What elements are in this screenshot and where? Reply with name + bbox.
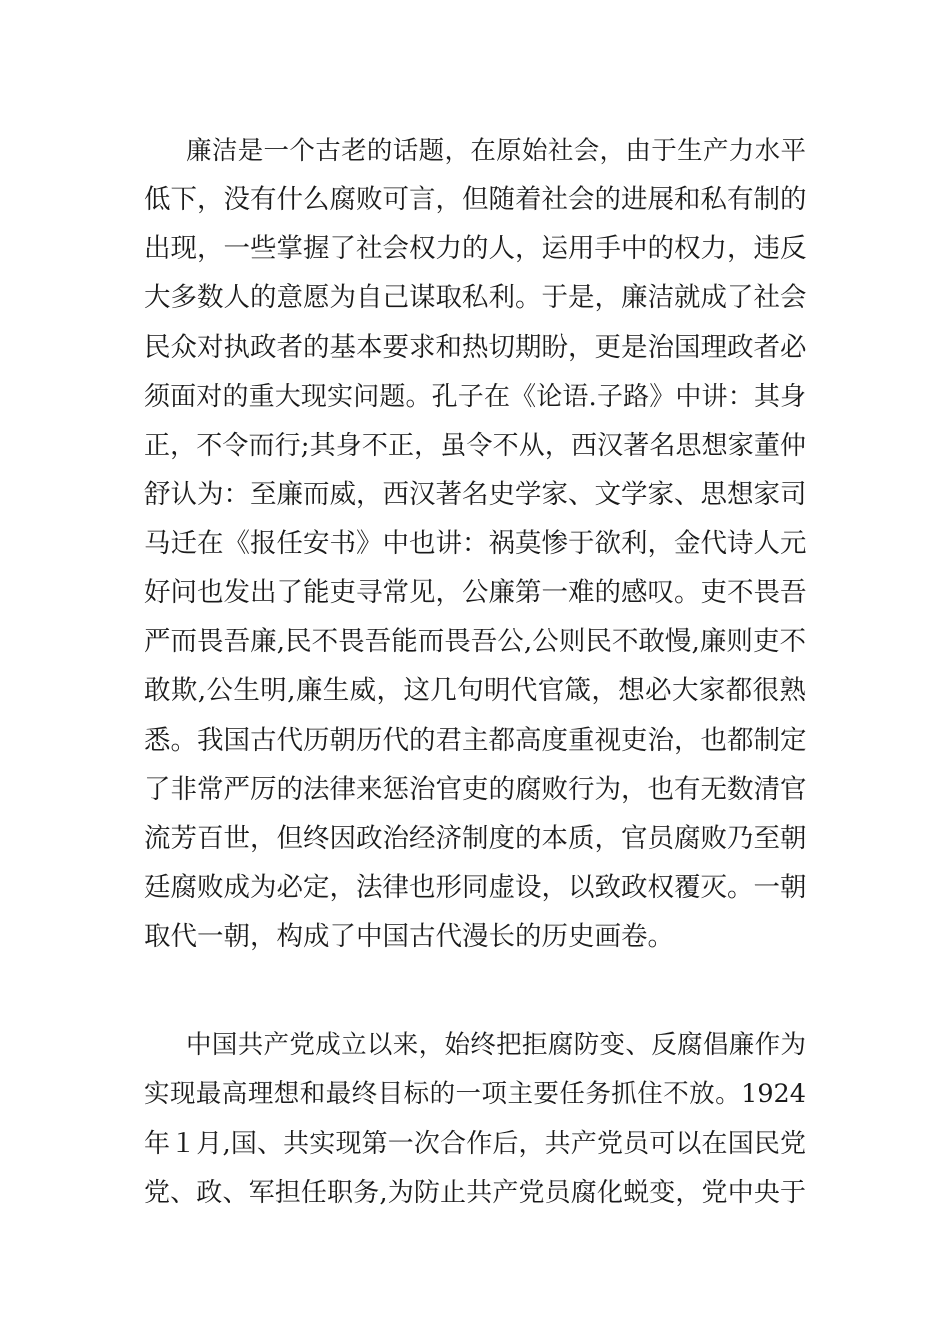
paragraph-line: 廷腐败成为必定，法律也形同虚设，以致政权覆灭。一朝 [144,872,807,903]
paragraph-line: 马迁在《报任安书》中也讲：祸莫惨于欲利，金代诗人元 [144,528,807,559]
paragraph-line: 出现，一些掌握了社会权力的人，运用手中的权力，违反 [144,233,807,264]
paragraph-line: 民众对执政者的基本要求和热切期盼，更是治国理政者必 [144,332,807,363]
paragraph-line: 实现最高理想和最终目标的一项主要任务抓住不放。1924 [144,1079,806,1109]
paragraph-line: 低下，没有什么腐败可言，但随着社会的进展和私有制的 [144,184,807,215]
paragraph-line: 悉。我国古代历朝历代的君主都高度重视吏治，也都制定 [144,725,807,756]
paragraph-line: 大多数人的意愿为自己谋取私利。于是，廉洁就成了社会 [144,282,807,313]
paragraph-line: 廉洁是一个古老的话题，在原始社会，由于生产力水平 [186,136,806,166]
paragraph-line: 取代一朝，构成了中国古代漫长的历史画卷。 [144,921,674,952]
paragraph-line: 年１月,国、共实现第一次合作后，共产党员可以在国民党 [144,1129,806,1159]
paragraph-line: 严而畏吾廉,民不畏吾能而畏吾公,公则民不敢慢,廉则吏不 [144,626,806,657]
paragraph-line: 中国共产党成立以来，始终把拒腐防变、反腐倡廉作为 [186,1030,806,1060]
paragraph-line: 党、政、军担任职务,为防止共产党员腐化蜕变，党中央于 [144,1178,806,1208]
paragraph-line: 敢欺,公生明,廉生威，这几句明代官箴，想必大家都很熟 [144,675,806,706]
paragraph-line: 了非常严厉的法律来惩治官吏的腐败行为，也有无数清官 [144,774,807,805]
paragraph-line: 好问也发出了能吏寻常见，公廉第一难的感叹。吏不畏吾 [144,577,807,608]
paragraph-line: 流芳百世，但终因政治经济制度的本质，官员腐败乃至朝 [144,823,807,854]
paragraph-line: 须面对的重大现实问题。孔子在《论语.子路》中讲：其身 [144,382,806,412]
paragraph-line: 正，不令而行;其身不正，虽令不从，西汉著名思想家董仲 [144,431,806,461]
paragraph-line: 舒认为：至廉而威，西汉著名史学家、文学家、思想家司 [144,479,807,510]
